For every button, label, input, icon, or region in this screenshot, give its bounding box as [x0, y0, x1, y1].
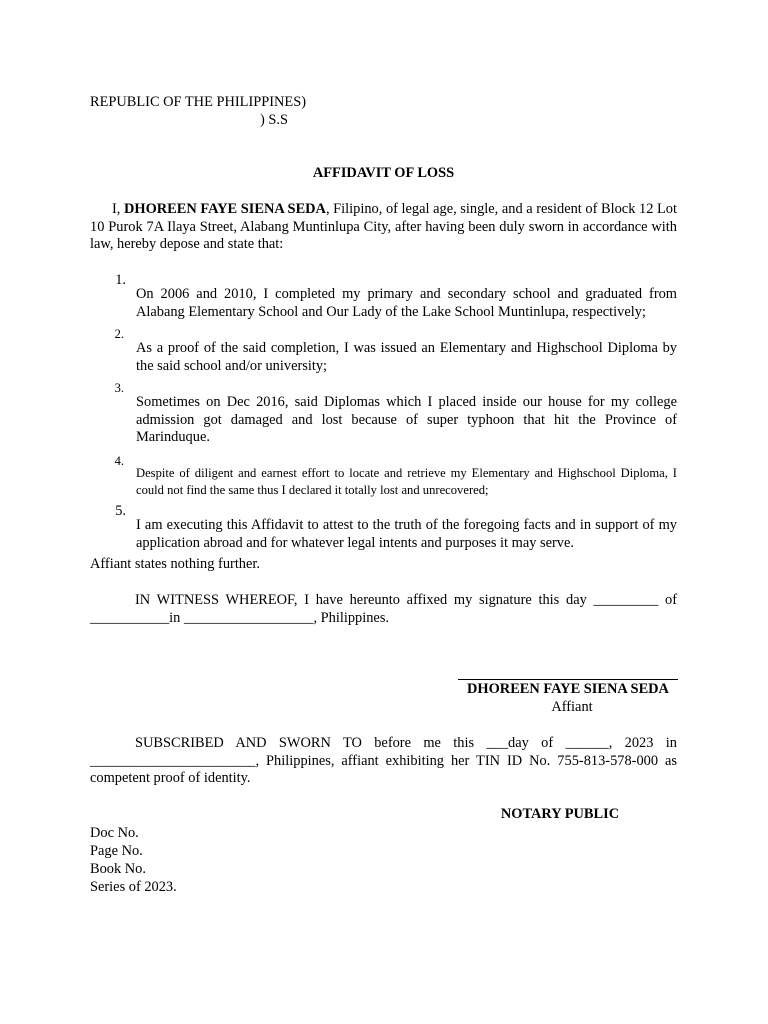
notarial-entries — [90, 824, 177, 896]
witness-paragraph: IN WITNESS WHEREOF, I have hereunto affixed my signature this day _________ of ___________in __________________, Philippines. — [90, 592, 677, 626]
intro-paragraph — [90, 201, 677, 254]
item-4-text: Despite of diligent and earnest effort to locate and retrieve my Elementary and Highschool Diploma, I could not find the same thus I declared it totally lost and unrecovered; — [136, 465, 677, 497]
item-2-text: As a proof of the said completion, I was issued an Elementary and Highschool Diploma by the said school and/or university; — [136, 340, 677, 374]
page-no-entry: Page No. — [90, 843, 143, 859]
signature-name: DHOREEN FAYE SIENA SEDA — [467, 681, 669, 697]
series-entry: Series of 2023. — [90, 879, 177, 895]
item-3-number: 3. — [114, 381, 124, 395]
ss-line: ) S.S — [260, 112, 288, 128]
notary-public-label: NOTARY PUBLIC — [500, 806, 620, 822]
closing-statement: Affiant states nothing further. — [90, 556, 260, 572]
intro-text: , Filipino, of legal age, single, and a resident of Block 12 Lot 10 Purok 7A Ilaya Street, Alabang Muntinlupa City, after having been duly sworn in accordance with law, hereby depose and state that: — [90, 201, 677, 252]
signature-line — [458, 679, 678, 680]
affiant-name-intro: DHOREEN FAYE SIENA SEDA — [124, 201, 326, 217]
intro-prefix: I, — [112, 201, 124, 217]
book-no-entry: Book No. — [90, 861, 146, 877]
document-title: AFFIDAVIT OF LOSS — [312, 165, 455, 181]
item-2-number: 2. — [114, 327, 124, 341]
signature-role: Affiant — [551, 699, 593, 715]
venue-line: REPUBLIC OF THE PHILIPPINES) — [90, 94, 307, 110]
item-1-number: 1. — [115, 272, 126, 288]
item-4-number: 4. — [114, 454, 124, 468]
doc-no-entry: Doc No. — [90, 825, 139, 841]
jurat-paragraph: SUBSCRIBED AND SWORN TO before me this ___day of ______, 2023 in _______________________, Philippines, affiant exhibiting her TIN ID No. 755-813-578-000 as competent proof of identity. — [90, 735, 677, 786]
item-1-text: On 2006 and 2010, I completed my primary and secondary school and graduated from Alabang Elementary School and Our Lady of the Lake School Muntinlupa, respectively; — [136, 286, 677, 320]
item-5-number: 5. — [115, 503, 126, 519]
item-5-text: I am executing this Affidavit to attest to the truth of the foregoing facts and in support of my application abroad and for whatever legal intents and purposes it may serve. — [136, 517, 677, 551]
item-3-text: Sometimes on Dec 2016, said Diplomas which I placed inside our house for my college admission got damaged and lost because of super typhoon that hit the Province of Marinduque. — [136, 394, 677, 446]
